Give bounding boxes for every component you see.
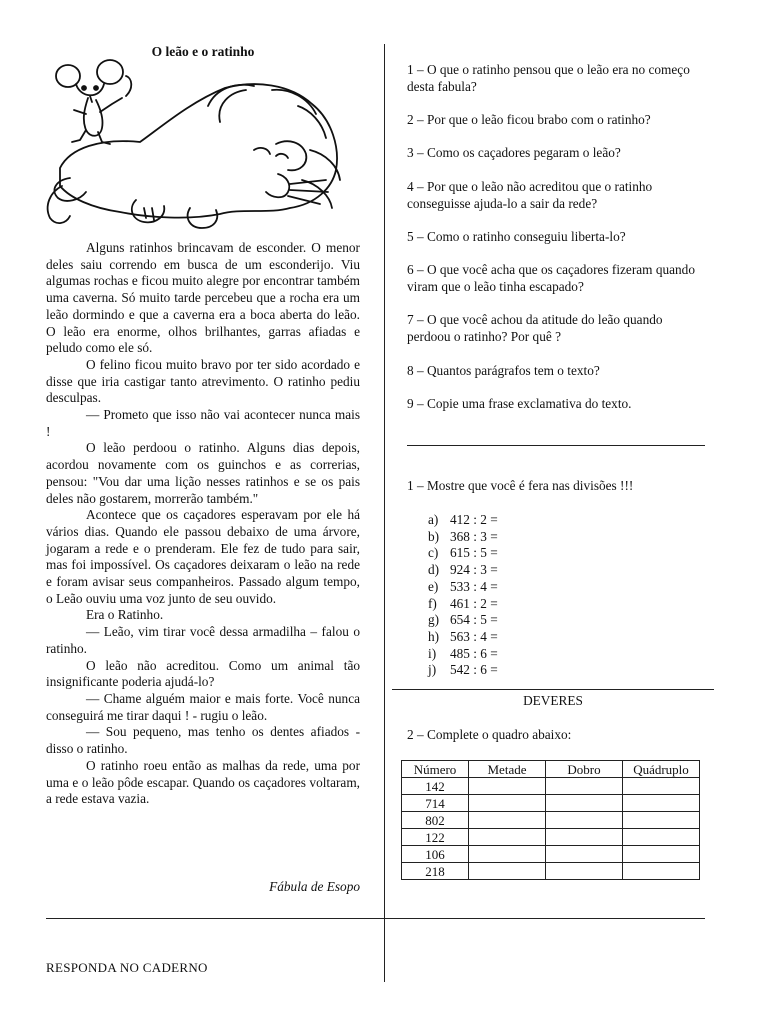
division-exercise-list <box>428 512 498 679</box>
table-cell-blank[interactable] <box>469 812 546 829</box>
lion-and-mouse-illustration <box>40 58 370 234</box>
division-letter: d) <box>428 562 440 578</box>
footer-instruction: RESPONDA NO CADERNO <box>46 960 208 975</box>
section-divider-deveres <box>392 689 714 690</box>
table-cell-number: 802 <box>402 812 469 829</box>
table-cell-number: 106 <box>402 846 469 863</box>
question-item: 4 – Por que o leão não acreditou que o ratinho conseguisse ajuda-lo a sair da rede? <box>407 178 653 211</box>
division-exercise-title: 1 – Mostre que você é fera nas divisões !!! <box>407 478 634 493</box>
story-paragraph: Alguns ratinhos brincavam de esconder. O menor deles saiu correndo em busca de um esconderijo. Viu algumas rochas e ficou muito alegre por encontrar também uma caverna. Só muito tarde percebeu que a rocha era um leão dormindo e que a caverna era a boca aberta do leão. O leão era enorme, olhos brilhantes, garras afiadas e peludo como ele só. <box>46 240 360 356</box>
number-table <box>401 760 700 880</box>
division-item <box>428 512 498 529</box>
division-expression: 461 : 2 = <box>450 595 498 611</box>
table-header-row <box>402 761 700 778</box>
table-cell-blank[interactable] <box>623 829 700 846</box>
division-letter: e) <box>428 578 439 594</box>
division-letter: f) <box>428 595 437 611</box>
table-cell-blank[interactable] <box>546 863 623 880</box>
table-header-dobro: Dobro <box>546 761 623 778</box>
division-expression: 533 : 4 = <box>450 578 498 594</box>
story-paragraph: — Sou pequeno, mas tenho os dentes afiados - disso o ratinho. <box>46 724 360 757</box>
table-cell-blank[interactable] <box>623 795 700 812</box>
division-expression: 485 : 6 = <box>450 645 498 661</box>
table-row <box>402 778 700 795</box>
division-letter: g) <box>428 612 440 628</box>
table-cell-blank[interactable] <box>469 829 546 846</box>
table-row <box>402 829 700 846</box>
table-row <box>402 812 700 829</box>
story-paragraph: Acontece que os caçadores esperavam por ele há vários dias. Quando ele passou debaixo de uma árvore, jogaram a rede e o prenderam. Ele fez de tudo para sair, mas foi impossível. Os caçadores deixaram o leão na rede e foram avisar seus companheiros. Passado algum tempo, o Leão ouviu uma voz junto de seu ouvido. <box>46 507 360 606</box>
table-cell-blank[interactable] <box>623 778 700 795</box>
division-expression: 368 : 3 = <box>450 528 498 544</box>
division-item <box>428 596 498 613</box>
table-cell-number: 142 <box>402 778 469 795</box>
division-expression: 563 : 4 = <box>450 628 498 644</box>
table-row <box>402 846 700 863</box>
story-paragraph: O leão perdoou o ratinho. Alguns dias depois, acordou novamente com os guinchos e as correrias, pensou: "Vou dar uma lição nesses ratinhos e se os pais deles não gostarem, morrerão também." <box>46 440 360 506</box>
story-paragraph: — Chame alguém maior e mais forte. Você nunca conseguirá me tirar daqui ! - rugiu o leão. <box>46 690 360 723</box>
table-cell-blank[interactable] <box>469 778 546 795</box>
footer-divider <box>46 918 705 919</box>
table-cell-blank[interactable] <box>623 846 700 863</box>
question-item: 3 – Como os caçadores pegaram o leão? <box>407 145 621 161</box>
division-expression: 412 : 2 = <box>450 512 498 527</box>
table-row <box>402 795 700 812</box>
table-cell-blank[interactable] <box>469 846 546 863</box>
table-cell-blank[interactable] <box>623 812 700 829</box>
division-item <box>428 629 498 646</box>
table-cell-blank[interactable] <box>546 846 623 863</box>
table-cell-blank[interactable] <box>546 829 623 846</box>
question-item: 6 – O que você acha que os caçadores fizeram quando viram que o leão tinha escapado? <box>407 262 695 295</box>
column-divider <box>384 44 385 982</box>
story-paragraph: — Prometo que isso não vai acontecer nunca mais ! <box>46 407 360 439</box>
table-header-numero: Número <box>402 761 469 778</box>
deveres-heading: DEVERES <box>523 693 583 708</box>
division-expression: 654 : 5 = <box>450 612 498 628</box>
division-letter: a) <box>428 512 439 527</box>
division-expression: 615 : 5 = <box>450 545 498 561</box>
story-paragraph: Era o Ratinho. <box>86 607 164 623</box>
question-list <box>407 62 707 429</box>
division-item <box>428 579 498 596</box>
story-paragraph: — Leão, vim tirar você dessa armadilha – falou o ratinho. <box>46 624 360 656</box>
question-item: 5 – Como o ratinho conseguiu liberta-lo? <box>407 228 626 244</box>
question-item: 1 – O que o ratinho pensou que o leão era no começo desta fabula? <box>407 62 690 94</box>
division-letter: i) <box>428 645 437 661</box>
division-item <box>428 529 498 546</box>
division-expression: 924 : 3 = <box>450 562 498 578</box>
question-item: 8 – Quantos parágrafos tem o texto? <box>407 362 600 378</box>
division-item <box>428 646 498 663</box>
table-cell-number: 714 <box>402 795 469 812</box>
story-paragraph: O felino ficou muito bravo por ter sido acordado e disse que iria castigar tanto atrevimento. O ratinho pediu desculpas. <box>46 356 360 406</box>
division-expression: 542 : 6 = <box>450 662 498 678</box>
story-text <box>46 240 360 808</box>
story-source: Fábula de Esopo <box>269 879 360 894</box>
table-cell-blank[interactable] <box>623 863 700 880</box>
division-item <box>428 545 498 562</box>
story-paragraph: O ratinho roeu então as malhas da rede, uma por uma e o leão pôde escapar. Quando os caçadores voltaram, a rede estava vazia. <box>46 757 360 807</box>
division-item <box>428 562 498 579</box>
table-header-quadruplo: Quádruplo <box>623 761 700 778</box>
table-cell-blank[interactable] <box>546 812 623 829</box>
table-cell-blank[interactable] <box>546 778 623 795</box>
question-item: 7 – O que você achou da atitude do leão quando perdoou o ratinho? Por quê ? <box>407 312 663 345</box>
question-item: 9 – Copie uma frase exclamativa do texto. <box>407 395 632 411</box>
table-instruction: 2 – Complete o quadro abaixo: <box>407 727 572 742</box>
table-cell-number: 218 <box>402 863 469 880</box>
division-item <box>428 612 498 629</box>
division-letter: h) <box>428 628 440 644</box>
table-cell-number: 122 <box>402 829 469 846</box>
story-paragraph: O leão não acreditou. Como um animal tão insignificante poderia ajudá-lo? <box>46 657 360 690</box>
question-item: 2 – Por que o leão ficou brabo com o ratinho? <box>407 112 651 128</box>
table-row <box>402 863 700 880</box>
division-letter: b) <box>428 528 440 544</box>
division-item <box>428 662 498 679</box>
table-cell-blank[interactable] <box>469 863 546 880</box>
table-cell-blank[interactable] <box>469 795 546 812</box>
story-title: O leão e o ratinho <box>151 44 255 59</box>
division-letter: j) <box>428 662 437 678</box>
table-header-metade: Metade <box>469 761 546 778</box>
division-letter: c) <box>428 545 439 561</box>
section-divider-questions <box>407 445 705 446</box>
table-cell-blank[interactable] <box>546 795 623 812</box>
